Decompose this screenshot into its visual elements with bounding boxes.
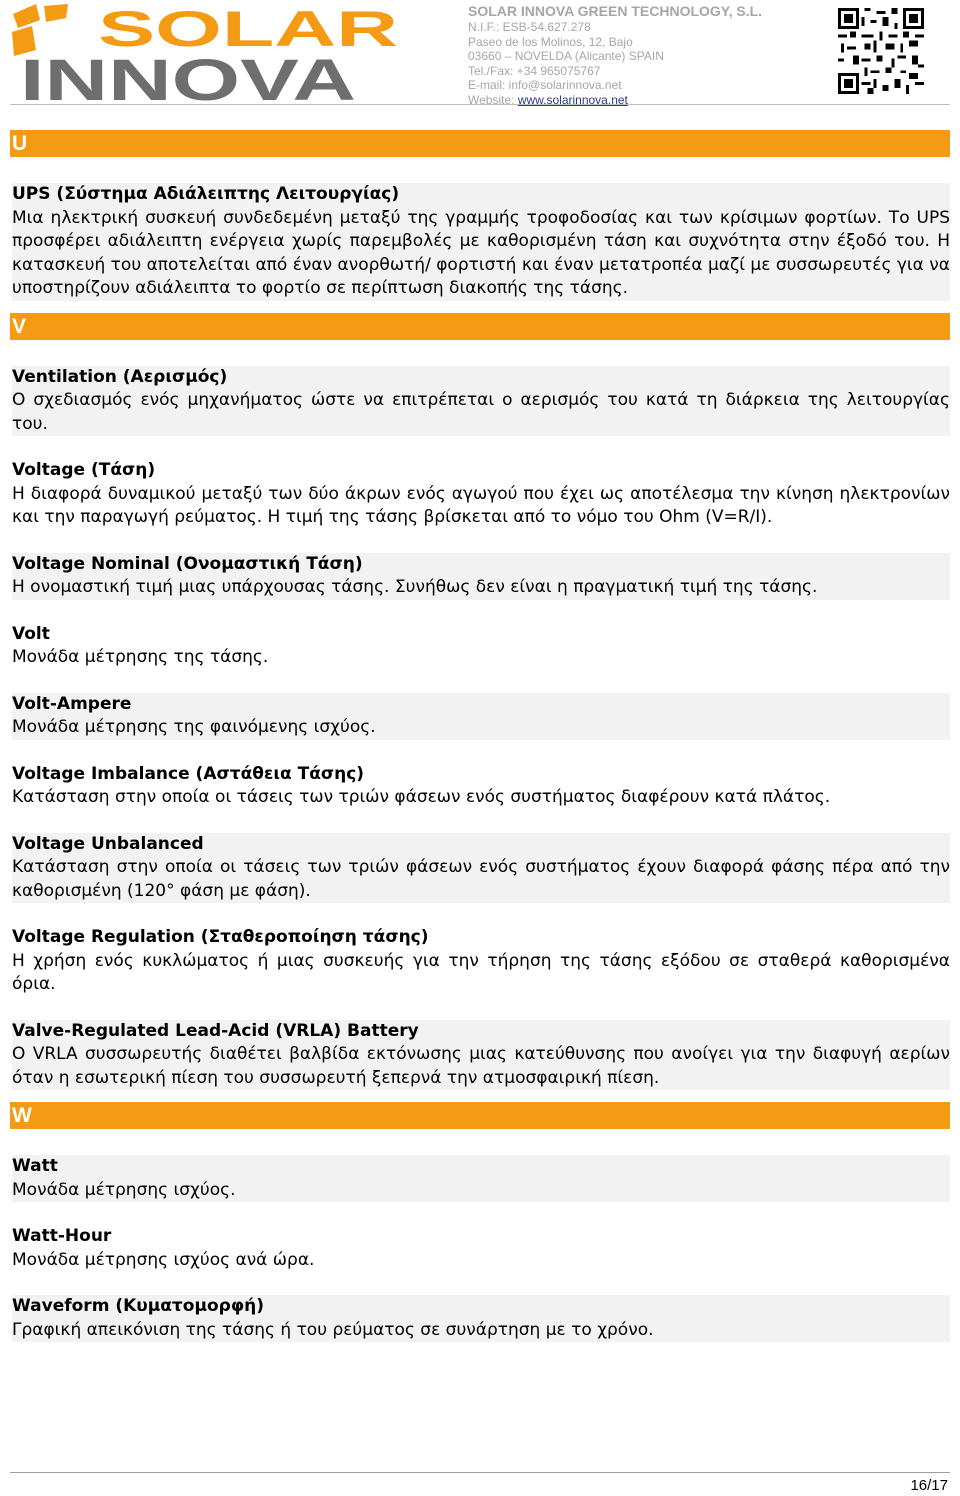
company-email: E-mail: info@solarinnova.net <box>468 78 622 92</box>
website-link[interactable]: www.solarinnova.net <box>517 92 628 107</box>
section-header-w: W <box>10 1102 950 1129</box>
section-header-u: U <box>10 130 950 157</box>
entry-definition: Η διαφορά δυναμικού μεταξύ των δύο άκρων ενός αγωγού που έχει ως αποτέλεσμα την κίνηση ηλεκτρονίων και την παραγωγή ρεύματος. Η τιμή της τάσης βρίσκεται από το νόμο του Ohm (V=R/I). <box>12 483 950 527</box>
entry-term: Volt-Ampere <box>12 693 132 714</box>
entry-definition: Μονάδα μέτρησης ισχύος ανά ώρα. <box>12 1249 315 1270</box>
glossary-entry <box>12 553 950 600</box>
entry-term: UPS (Σύστημα Αδιάλειπτης Λειτουργίας) <box>12 184 400 204</box>
entry-term: Ventilation (Αερισμός) <box>12 366 228 387</box>
company-phone: Tel./Fax: +34 965075767 <box>468 63 601 78</box>
entry-term: Waveform (Κυματομορφή) <box>12 1296 264 1316</box>
glossary-entry <box>12 1225 950 1272</box>
entry-definition: Γραφική απεικόνιση της τάσης ή του ρεύματος σε συνάρτηση με το χρόνο. <box>12 1319 654 1340</box>
glossary-entry <box>12 926 950 997</box>
glossary-entry <box>12 693 950 740</box>
entry-term: Valve-Regulated Lead-Acid (VRLA) Battery <box>12 1020 419 1041</box>
section-header-v: V <box>10 313 950 340</box>
company-address-2: 03660 – NOVELDA (Alicante) SPAIN <box>468 49 664 63</box>
company-name: SOLAR INNOVA GREEN TECHNOLOGY, S.L. <box>468 3 763 19</box>
entry-definition: Μονάδα μέτρησης της τάσης. <box>12 647 269 667</box>
entry-term: Voltage Imbalance (Αστάθεια Τάσης) <box>12 763 365 784</box>
logo-word-solar: SOLAR <box>98 2 398 57</box>
entry-term: Voltage Nominal (Ονομαστική Τάση) <box>12 553 363 574</box>
entry-term: Watt-Hour <box>12 1226 112 1246</box>
entry-definition: Η ονομαστική τιμή μιας υπάρχουσας τάσης. Συνήθως δεν είναι η πραγματική τιμή της τάσης. <box>12 577 818 597</box>
glossary-entry <box>12 459 950 530</box>
glossary-content <box>12 130 950 1342</box>
glossary-entry <box>12 763 950 810</box>
entry-definition: Μια ηλεκτρική συσκευή συνδεδεμένη μεταξύ της γραμμής τροφοδοσίας και των κρίσιμων φορτίων. Το UPS προσφέρει αδιάλειπτη ενέργεια χωρίς παρεμβολές με καθορισμένη τάση και συχνότητα στην έξοδό του. Η κατασκευή του αποτελείται από έναν ανορθωτή/ φορτιστή και έναν μετατροπέα μαζί με συσσωρευτές για να υποστηρίζουν αδιάλειπτα το φορτίο σε περίπτωση διακοπής της τάσης. <box>12 207 950 298</box>
entry-definition: Μονάδα μέτρησης της φαινόμενης ισχύος. <box>12 717 376 737</box>
glossary-entry <box>12 623 950 670</box>
entry-term: Volt <box>12 623 50 644</box>
entry-term: Voltage Unbalanced <box>12 833 204 854</box>
website-label: Website: <box>468 92 518 107</box>
glossary-entry <box>12 833 950 904</box>
solar-innova-logo <box>10 2 410 102</box>
glossary-entry <box>12 366 950 437</box>
entry-definition: Ο σχεδιασμός ενός μηχανήματος ώστε να επιτρέπεται ο αερισμός του κατά τη διάρκεια της λειτουργίας του. <box>12 390 950 434</box>
footer-divider <box>10 1472 950 1473</box>
header-divider <box>10 104 950 105</box>
glossary-entry <box>12 1295 950 1342</box>
glossary-entry <box>12 1020 950 1091</box>
logo-word-innova: INNOVA <box>20 48 356 102</box>
entry-definition: Ο VRLA συσσωρευτής διαθέτει βαλβίδα εκτόνωσης μιας κατεύθυνσης που ανοίγει για την διαφυγή αερίων όταν η εσωτερική πίεση του συσσωρευτή ξεπερνά την ατμοσφαιρική πίεση. <box>12 1044 950 1088</box>
company-address-1: Paseo de los Molinos, 12, Bajo <box>468 34 633 49</box>
entry-term: Watt <box>12 1156 58 1176</box>
entry-definition: Μονάδα μέτρησης ισχύος. <box>12 1179 236 1200</box>
glossary-entry <box>12 1155 950 1202</box>
company-nif: N.I.F.: ESB-54.627.278 <box>468 20 591 34</box>
company-info <box>468 3 762 107</box>
entry-definition: Κατάσταση στην οποία οι τάσεις των τριών φάσεων ενός συστήματος έχουν διαφορά φάσης πέρα από την καθορισμένη (120° φάση με φάση). <box>12 857 950 901</box>
entry-definition: Κατάσταση στην οποία οι τάσεις των τριών φάσεων ενός συστήματος διαφέρουν κατά πλάτος. <box>12 787 831 807</box>
entry-definition: Η χρήση ενός κυκλώματος ή μιας συσκευής για την τήρηση της τάσης εξόδου σε σταθερά καθορισμένα όρια. <box>12 950 950 994</box>
glossary-entry <box>12 183 950 301</box>
page-number: 16/17 <box>910 1477 948 1494</box>
page-header <box>0 0 960 107</box>
qr-code-icon <box>838 8 924 94</box>
entry-term: Voltage (Τάση) <box>12 460 156 480</box>
entry-term: Voltage Regulation (Σταθεροποίηση τάσης) <box>12 927 429 947</box>
